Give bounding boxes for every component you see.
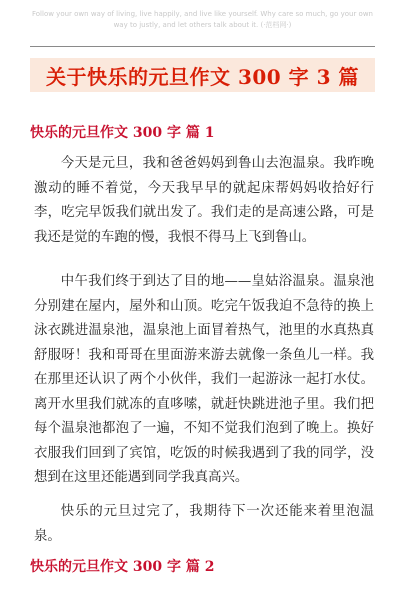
paragraph-2: 中午我们终于到达了目的地——皇姑浴温泉。温泉池分别建在屋内，屋外和山顶。吃完午饭我迫不急待的换上泳衣跳进温泉池，温泉池上面冒着热气，池里的水真热真舒服呀！我和哥哥在里面游来游去就像一条鱼儿一样。我在那里还认识了两个小伙伴，我们一起游泳一起打水仗。离开水里我们就冻的直哆嗦，就赶快跳进池子里。我们把每个温泉池都泡了一遍，不知不觉我们泡到了晚上。换好衣服我们回到了宾馆，吃饭的时候我遇到了我的同学，没想到在这里还能遇到同学我真高兴。	[34, 274, 374, 485]
section-heading-1: 快乐的元旦作文 300 字 篇 1	[30, 125, 215, 141]
paragraph-3: 快乐的元旦过完了，我期待下一次还能来着里泡温泉。	[34, 504, 374, 544]
document-title: 关于快乐的元旦作文 300 字 3 篇	[45, 64, 359, 89]
header-divider	[30, 46, 375, 47]
section-heading-2: 快乐的元旦作文 300 字 篇 2	[30, 559, 215, 575]
header-motto: Follow your own way of living, live happily, and live like yourself. Why care so much, go your own way to justly, and let others talk about it. (·范档网·)	[32, 10, 373, 29]
paragraph-1: 今天是元旦，我和爸爸妈妈到鲁山去泡温泉。我昨晚激动的睡不着觉，今天我早早的就起床帮妈妈收拾好行李，吃完早饭我们就出发了。我们走的是高速公路，可是我还是觉的车跑的慢，我恨不得马上飞到鲁山。	[34, 156, 374, 245]
title-banner	[30, 58, 375, 92]
